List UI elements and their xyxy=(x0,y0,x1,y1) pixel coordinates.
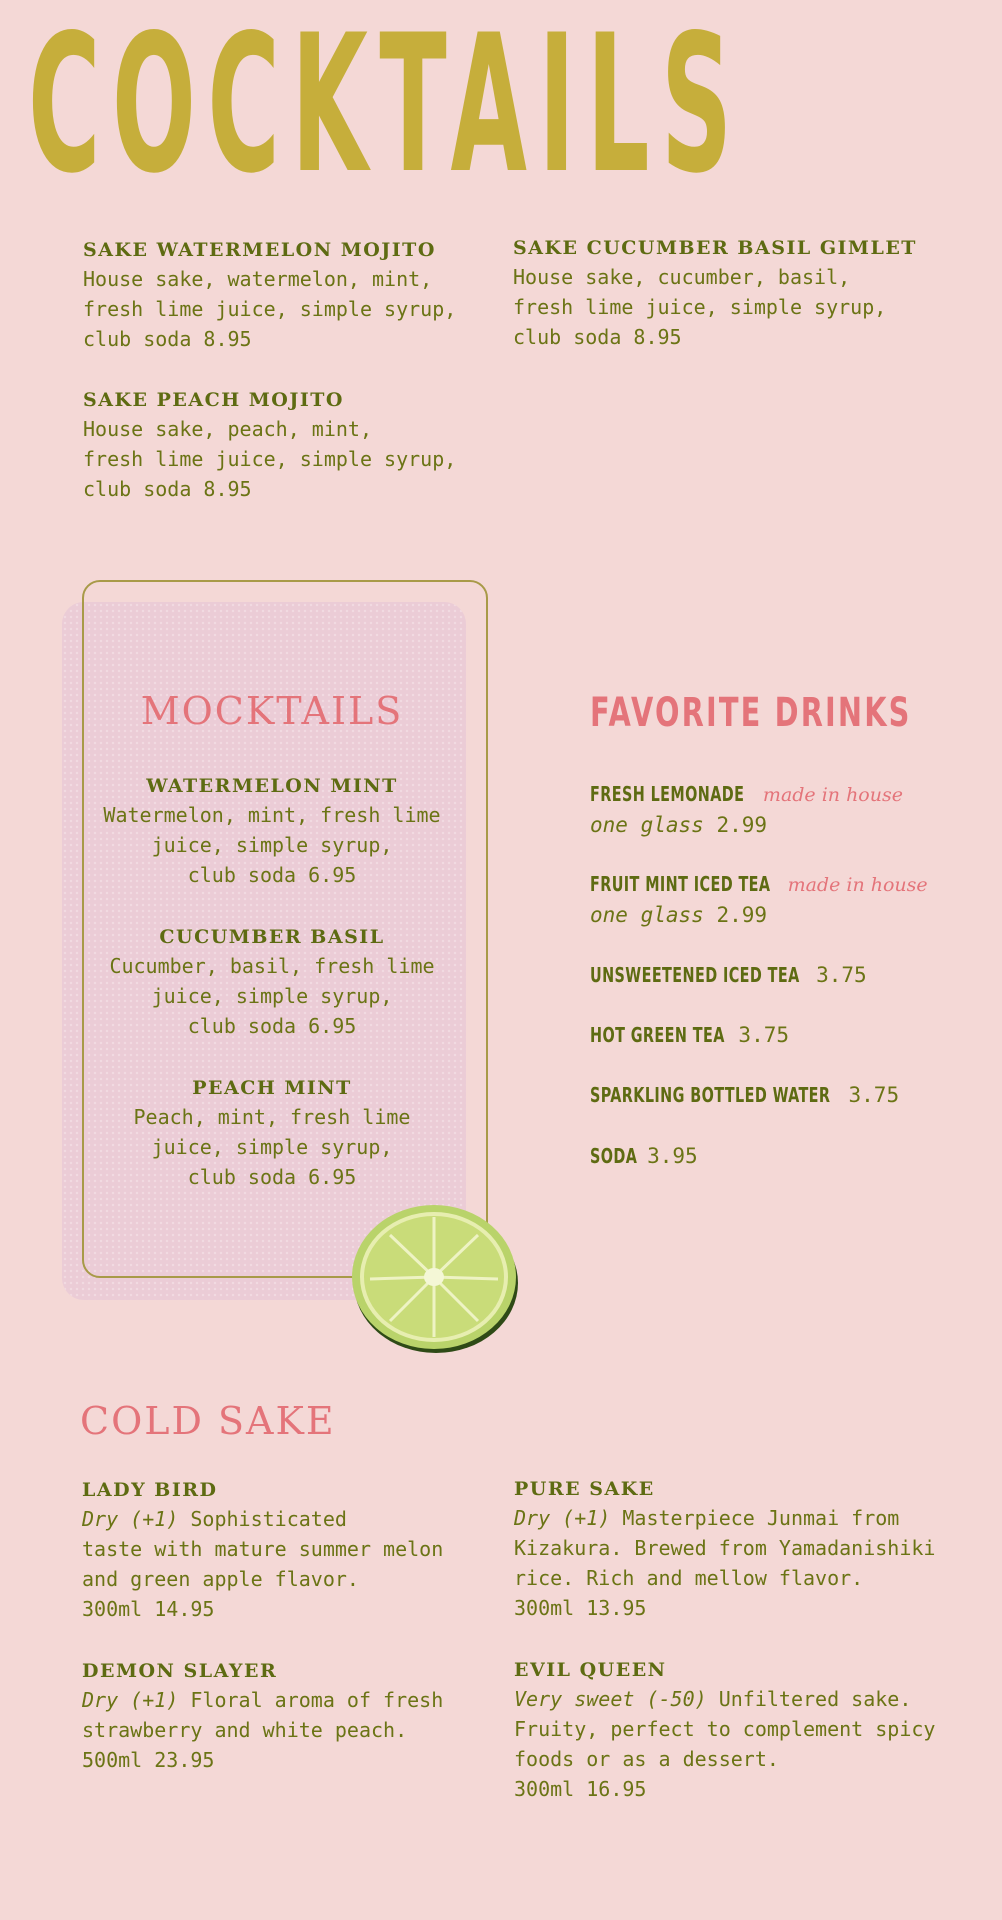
sake-taste: Dry (+1) xyxy=(514,1506,611,1530)
mocktail-item xyxy=(62,923,482,1041)
favorite-item xyxy=(590,1141,698,1171)
mocktail-item xyxy=(62,1074,482,1192)
cocktail-item xyxy=(83,236,483,354)
favorite-item xyxy=(590,1080,899,1110)
favorite-note: made in house xyxy=(762,784,903,806)
mocktail-name: CUCUMBER BASIL xyxy=(159,926,385,948)
favorite-item xyxy=(590,779,903,840)
mocktails-title: MOCKTAILS xyxy=(140,689,404,733)
cocktail-name: SAKE PEACH MOJITO xyxy=(83,389,344,411)
favorite-price: 2.99 xyxy=(716,813,768,837)
favorite-drinks-title: FAVORITE DRINKS xyxy=(590,690,912,736)
sake-name: PURE SAKE xyxy=(514,1478,655,1500)
cocktail-description: House sake, peach, mint, fresh lime juice, simple syrup, club soda 8.95 xyxy=(83,417,457,501)
cocktail-item xyxy=(83,386,483,504)
sake-description: Floral aroma of fresh strawberry and white peach. 500ml 23.95 xyxy=(82,1688,444,1772)
sake-item xyxy=(514,1656,994,1804)
mocktail-description: Watermelon, mint, fresh lime juice, simple syrup, club soda 6.95 xyxy=(103,803,441,887)
sake-item xyxy=(82,1476,522,1624)
favorite-name: SPARKLING BOTTLED WATER xyxy=(590,1083,831,1107)
sake-name: DEMON SLAYER xyxy=(82,1660,278,1682)
favorite-name: UNSWEETENED ICED TEA xyxy=(590,963,800,987)
sake-item xyxy=(514,1475,994,1623)
favorite-sub-label: one glass xyxy=(590,813,704,837)
favorite-price: 3.75 xyxy=(816,963,867,987)
mocktail-description: Cucumber, basil, fresh lime juice, simple syrup, club soda 6.95 xyxy=(109,954,435,1038)
mocktail-name: WATERMELON MINT xyxy=(146,775,398,797)
favorite-note: made in house xyxy=(787,874,928,896)
favorite-name: HOT GREEN TEA xyxy=(590,1023,725,1047)
favorite-name: FRESH LEMONADE xyxy=(590,782,745,806)
favorite-item xyxy=(590,1020,789,1050)
favorite-name: SODA xyxy=(590,1144,638,1168)
cocktail-description: House sake, watermelon, mint, fresh lime juice, simple syrup, club soda 8.95 xyxy=(83,267,457,351)
cocktail-description: House sake, cucumber, basil, fresh lime juice, simple syrup, club soda 8.95 xyxy=(513,265,887,349)
sake-description: Sophisticated taste with mature summer melon and green apple flavor. 300ml 14.95 xyxy=(82,1507,444,1621)
favorite-item xyxy=(590,869,928,930)
favorite-price: 3.75 xyxy=(848,1083,900,1107)
cold-sake-title: COLD SAKE xyxy=(80,1399,336,1443)
sake-name: EVIL QUEEN xyxy=(514,1659,667,1681)
favorite-sub-label: one glass xyxy=(590,903,704,927)
lime-half-icon xyxy=(350,1195,520,1355)
sake-item xyxy=(82,1657,522,1775)
sake-taste: Very sweet (-50) xyxy=(514,1687,707,1711)
favorite-name: FRUIT MINT ICED TEA xyxy=(590,872,771,896)
sake-description: Masterpiece Junmai from Kizakura. Brewed from Yamadanishiki rice. Rich and mellow flavor. 300ml 13.95 xyxy=(514,1506,936,1620)
cocktail-name: SAKE CUCUMBER BASIL GIMLET xyxy=(513,237,917,259)
cocktail-name: SAKE WATERMELON MOJITO xyxy=(83,239,436,261)
mocktail-item xyxy=(62,772,482,890)
favorite-price: 3.95 xyxy=(647,1144,698,1168)
favorite-item xyxy=(590,960,867,990)
sake-name: LADY BIRD xyxy=(82,1479,218,1501)
favorite-price: 2.99 xyxy=(716,903,768,927)
sake-taste: Dry (+1) xyxy=(82,1507,179,1531)
sake-taste: Dry (+1) xyxy=(82,1688,179,1712)
sake-description: Unfiltered sake. Fruity, perfect to complement spicy foods or as a dessert. 300ml 16.95 xyxy=(514,1687,936,1801)
cocktail-item xyxy=(513,234,953,352)
page-title: COCKTAILS xyxy=(28,0,744,215)
mocktail-name: PEACH MINT xyxy=(192,1077,352,1099)
mocktail-description: Peach, mint, fresh lime juice, simple syrup, club soda 6.95 xyxy=(133,1105,411,1189)
favorite-price: 3.75 xyxy=(738,1023,789,1047)
